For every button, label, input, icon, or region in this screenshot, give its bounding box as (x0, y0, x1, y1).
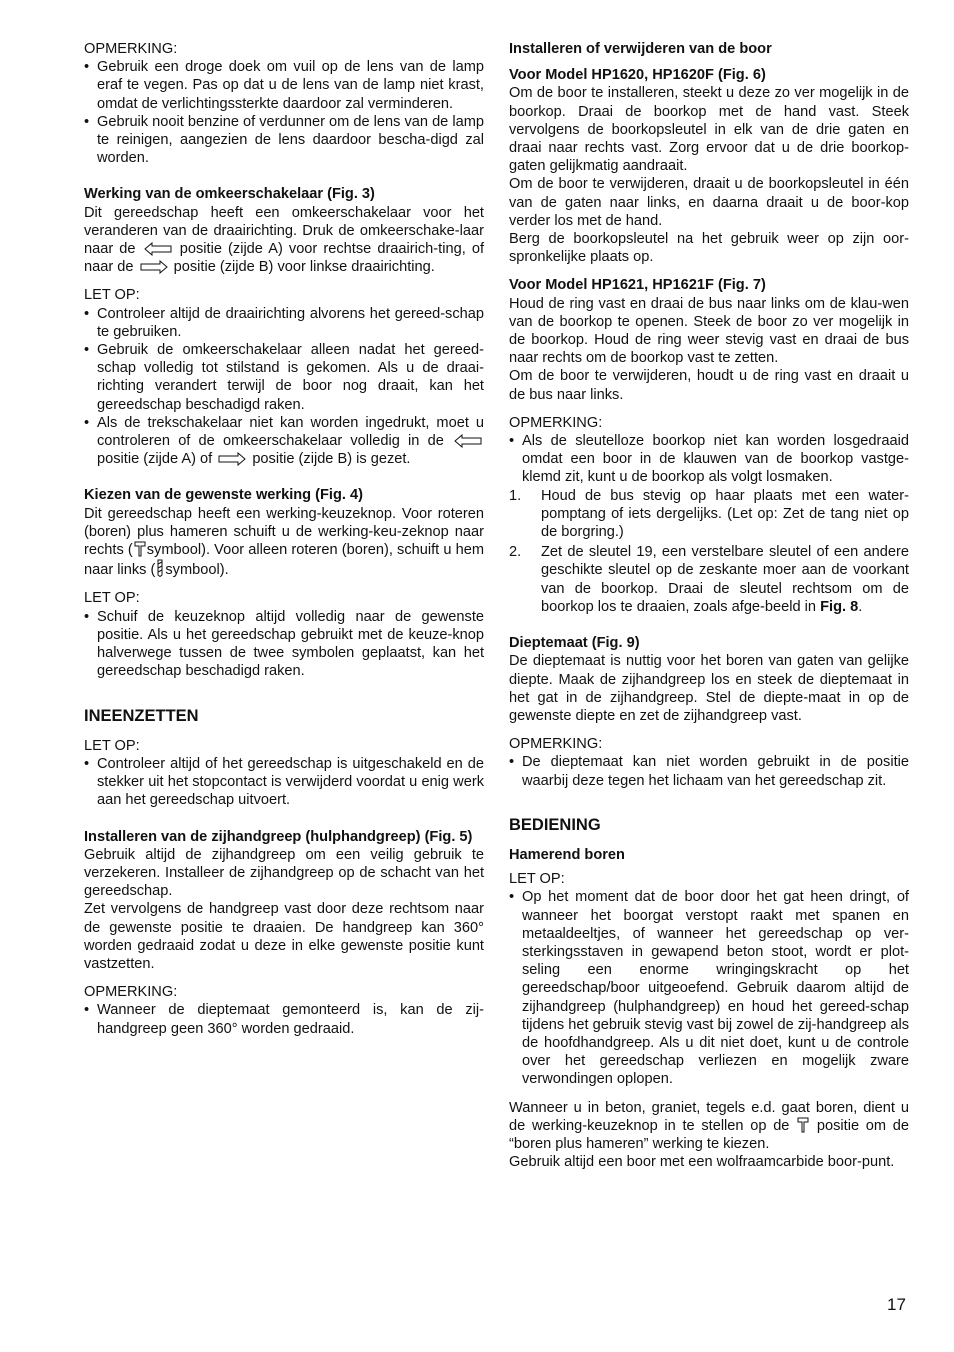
note-list (84, 1001, 484, 1037)
section-heading: Werking van de omkeerschakelaar (Fig. 3) (84, 186, 375, 203)
drill-bit-icon (156, 559, 164, 577)
list-item: • Gebruik de omkeerschakelaar alleen nadat het gereed-schap volledig tot stilstand is gekomen. Als u de draai-richting verandert terwijl de boor nog draait, kan het gereedschap beschadigd raken. (84, 341, 484, 414)
note-label: OPMERKING: (84, 41, 178, 57)
paragraph: Houd de ring vast en draai de bus naar links om de klau-wen van de boorkop te openen. Steek de boor zo ver mogelijk in de boorkop. Houd de ring weer stevig vast en draai de bus naar rechts om de boorkop vast te zetten. (509, 295, 909, 367)
section-heading: Kiezen van de gewenste werking (Fig. 4) (84, 487, 363, 504)
caution-label: LET OP: (84, 590, 140, 607)
list-item: • Wanneer de dieptemaat gemonteerd is, kan de zij-handgreep geen 360° worden gedraaid. (84, 1001, 484, 1037)
paragraph: Om de boor te verwijderen, draait u de boorkopsleutel in één van de gaten naar links, en daarna draait u de boor-kop verder los met de hand. (509, 176, 909, 229)
note-label: OPMERKING: (509, 414, 603, 431)
list-item: • Als de sleutelloze boorkop niet kan worden losgedraaid omdat een boor in de klauwen van de boorkop vastge-klemd zit, kunt u de boorkop als volgt losmaken. (509, 432, 909, 487)
chapter-heading: INEENZETTEN (84, 706, 199, 725)
paragraph: Om de boor te verwijderen, houdt u de ring vast en draait u de bus naar links. (509, 368, 909, 403)
hammer-drill-icon (134, 541, 146, 557)
chapter-heading: BEDIENING (509, 815, 601, 834)
paragraph: Dit gereedschap heeft een omkeerschakelaar voor het veranderen van de draairichting. Druk de omkeerschake-laar naar de positie (zijde A) voor rechtse draairich-ting, of naar de positie (zijde B) voor linkse draairichting. (84, 204, 485, 276)
list-item: • Op het moment dat de boor door het gat heen dringt, of wanneer het boorgat verstopt raakt met spanen en metaaldeeltjes, of wanneer het gereedschap op ver-sterkingsstaven in gewapend beton stoot, wordt er plot-seling een enorme wringingskracht op het gereedschap/boor uitgeoefend. Gebruik daarom altijd de zijhandgreep (hulphandgreep) en houd het gereed-schap tijdens het gebruik stevig vast bij zowel de zij-handgreep als de hoofdhandgreep. Als u dit niet doet, kunt u de controle over het gereedschap verliezen en mogelijk zware verwondingen oplopen. (509, 888, 909, 1088)
note-list (84, 58, 484, 167)
hammer-drill-icon (797, 1117, 809, 1133)
paragraph: De dieptemaat is nuttig voor het boren van gaten van gelijke diepte. Maak de zijhandgreep los en steek de dieptemaat in het gat in de zijhandgreep. Stel de diepte-maat in op de gewenste diepte en zet de zijhandgreep vast. (509, 653, 909, 724)
paragraph: Gebruik altijd de zijhandgreep om een veilig gebruik te verzekeren. Installeer de zijhandgreep op de schacht van het gereedschap. (84, 846, 484, 900)
paragraph: Berg de boorkopsleutel na het gebruik weer op zijn oor-spronkelijke plaats op. (509, 231, 909, 266)
list-item: 1. Houd de bus stevig op haar plaats met een water-pomptang of iets dergelijks. (Let op: Zet de tang niet op de borgring.) (509, 487, 909, 542)
caution-list (84, 608, 484, 681)
arrow-right-icon (218, 452, 246, 466)
section-heading: Installeren van de zijhandgreep (hulphandgreep) (Fig. 5) (84, 828, 473, 845)
list-item: 2. Zet de sleutel 19, een verstelbare sleutel of een andere geschikte sleutel op de zeskante moer aan de voorkant van de boorkop. Draai de sleutel rechtsom om de boorkop los te draaien, zoals afge-beeld in Fig. 8. (509, 543, 909, 616)
note-label: OPMERKING: (84, 984, 178, 1001)
steps-list (509, 487, 909, 616)
section-heading: Installeren of verwijderen van de boor (509, 41, 772, 57)
paragraph: Wanneer u in beton, graniet, tegels e.d. gaat boren, dient u de werking-keuzeknop in te stellen op de positie om de “boren plus hameren” werking te kiezen. (509, 1099, 909, 1152)
caution-list (84, 755, 484, 810)
paragraph: Om de boor te installeren, steekt u deze zo ver mogelijk in de boorkop. Draai de boorkop met de hand vast. Steek vervolgens de boorkopsleutel in elk van de drie gaten en draai naar rechts vast. Zorg ervoor dat u de drie boorkop-gaten gelijkmatig aandraait. (509, 85, 909, 175)
right-column (509, 40, 909, 1171)
paragraph: Zet vervolgens de handgreep vast door deze rechtsom naar de gewenste positie te draaien. De handgreep kan 360° worden gedraaid zodat u deze in elke gewenste positie kunt vastzetten. (84, 901, 484, 972)
arrow-left-icon (144, 242, 172, 256)
section-heading: Dieptemaat (Fig. 9) (509, 635, 640, 652)
caution-list (84, 305, 484, 469)
arrow-right-icon (140, 260, 168, 274)
list-item: • Gebruik een droge doek om vuil op de lens van de lamp eraf te vegen. Pas op dat u de lens van de lamp niet krast, omdat de verlichtingssterkte daardoor zal verminderen. (84, 58, 484, 113)
note-list (509, 432, 909, 487)
list-item: • De dieptemaat kan niet worden gebruikt in de positie waarbij deze tegen het lichaam van het gereedschap zit. (509, 753, 909, 789)
list-item: • Controleer altijd de draairichting alvorens het gereed-schap te gebruiken. (84, 305, 484, 341)
left-column (84, 40, 484, 1038)
caution-label: LET OP: (84, 287, 140, 304)
sub-heading: Voor Model HP1620, HP1620F (Fig. 6) (509, 67, 766, 84)
list-item: • Als de trekschakelaar niet kan worden ingedrukt, moet u controleren of de omkeerschakelaar volledig in de positie (zijde A) of positie (zijde B) is gezet. (84, 414, 484, 469)
caution-label: LET OP: (509, 871, 565, 888)
page-number: 17 (887, 1295, 906, 1314)
caution-list (509, 888, 909, 1088)
paragraph: Dit gereedschap heeft een werking-keuzeknop. Voor roteren (boren) plus hameren schuift u de werking-keu-zeknop naar rechts ( symbool). Voor alleen roteren (boren), schuift u hem naar links ( symbool). (84, 505, 484, 579)
list-item: • Schuif de keuzeknop altijd volledig naar de gewenste positie. Als u het gereedschap gebruikt met de keuze-knop halverwege tussen de twee symbolen geplaatst, kan het gereedschap beschadigd raken. (84, 608, 484, 681)
sub-heading: Voor Model HP1621, HP1621F (Fig. 7) (509, 277, 766, 294)
list-item: • Controleer altijd of het gereedschap is uitgeschakeld en de stekker uit het stopcontact is verwijderd voordat u enig werk aan het gereedschap uitvoert. (84, 755, 484, 810)
section-heading: Hamerend boren (509, 846, 625, 863)
caution-label: LET OP: (84, 737, 140, 754)
arrow-left-icon (454, 434, 482, 448)
list-item: • Gebruik nooit benzine of verdunner om de lens van de lamp te reinigen, aangezien de lens daardoor bescha-digd zal worden. (84, 113, 484, 168)
paragraph: Gebruik altijd een boor met een wolfraamcarbide boor-punt. (509, 1154, 895, 1171)
note-label: OPMERKING: (509, 736, 603, 753)
note-list (509, 753, 909, 789)
